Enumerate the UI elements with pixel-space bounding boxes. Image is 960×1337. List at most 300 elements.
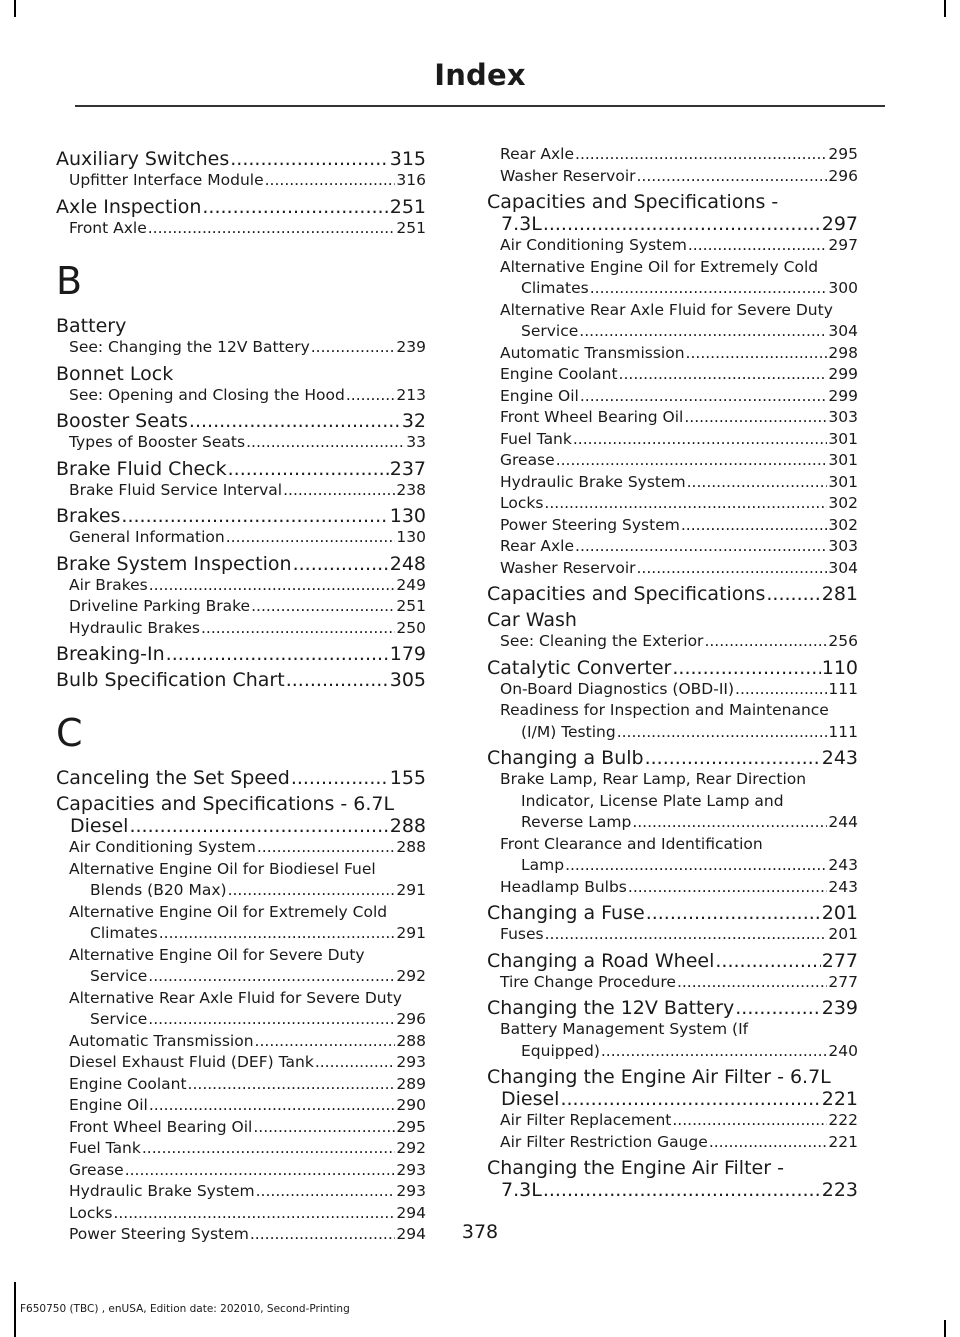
entry-text: Catalytic Converter xyxy=(487,656,672,679)
index-entry-continued xyxy=(487,1179,858,1201)
dot-leader xyxy=(293,553,389,575)
index-subentry-continued xyxy=(56,966,426,988)
index-subentry-continued xyxy=(487,1041,858,1063)
entry-text: Canceling the Set Speed xyxy=(56,767,290,789)
entry-page-number: 155 xyxy=(389,767,426,789)
entry-text: Air Brakes xyxy=(69,575,148,594)
entry-page-number: 296 xyxy=(828,166,858,185)
index-entry xyxy=(56,767,426,789)
entry-page-number: 302 xyxy=(828,515,858,534)
index-subentry-continued xyxy=(56,880,426,902)
entry-text: Hydraulic Brake System xyxy=(69,1182,255,1200)
index-entry-heading xyxy=(487,609,858,631)
entry-text: Climates xyxy=(521,279,589,297)
index-subentry xyxy=(487,343,858,365)
index-subentry xyxy=(487,429,858,451)
entry-page-number: 221 xyxy=(828,1132,858,1151)
entry-page-number: 293 xyxy=(396,1182,426,1200)
index-subentry xyxy=(56,837,426,859)
entry-page-number: 251 xyxy=(396,218,426,237)
entry-page-number: 288 xyxy=(396,1031,426,1050)
dot-leader xyxy=(601,1041,828,1063)
entry-page-number: 293 xyxy=(396,1053,426,1071)
dot-leader xyxy=(291,767,389,789)
index-entry xyxy=(56,553,426,575)
dot-leader xyxy=(257,837,396,859)
dot-leader xyxy=(228,458,389,480)
dot-leader xyxy=(251,596,395,618)
entry-page-number: 301 xyxy=(828,429,858,448)
entry-page-number: 299 xyxy=(828,386,858,405)
index-entry xyxy=(56,148,426,170)
entry-text: Battery xyxy=(56,315,127,337)
index-entry xyxy=(487,583,858,605)
entry-text: Diesel Exhaust Fluid (DEF) Tank xyxy=(69,1053,314,1071)
index-subentry xyxy=(487,924,858,946)
entry-page-number: 201 xyxy=(821,902,858,924)
dot-leader xyxy=(346,385,396,407)
entry-text: Alternative Engine Oil for Biodiesel Fuel xyxy=(69,859,376,878)
index-subentry-continued xyxy=(487,812,858,834)
index-subentry xyxy=(56,618,426,640)
index-subentry-continued xyxy=(56,1009,426,1031)
entry-text: Diesel xyxy=(70,815,129,837)
entry-page-number: 291 xyxy=(396,881,426,899)
index-subentry-heading xyxy=(487,300,858,322)
dot-leader xyxy=(543,1179,821,1201)
dot-leader xyxy=(125,1160,396,1182)
entry-text: B xyxy=(56,259,83,303)
entry-page-number: 277 xyxy=(821,949,858,972)
index-subentry-heading xyxy=(56,945,426,967)
index-subentry xyxy=(487,144,858,166)
entry-text: Alternative Engine Oil for Severe Duty xyxy=(69,945,365,964)
section-letter xyxy=(56,711,426,755)
title-divider xyxy=(75,105,885,107)
dot-leader xyxy=(149,575,396,597)
entry-page-number: 277 xyxy=(828,972,858,991)
entry-text: Brake Fluid Check xyxy=(56,457,227,480)
index-subentry xyxy=(487,166,858,188)
index-entry xyxy=(487,997,858,1019)
index-entry-heading xyxy=(487,191,858,213)
entry-page-number: 244 xyxy=(828,813,858,831)
entry-page-number: 296 xyxy=(396,1010,426,1028)
index-subentry xyxy=(56,1160,426,1182)
entry-text: Hydraulic Brakes xyxy=(69,618,200,637)
index-subentry-heading xyxy=(487,257,858,279)
index-subentry xyxy=(56,337,426,359)
entry-page-number: 130 xyxy=(396,528,426,546)
entry-page-number: 305 xyxy=(389,669,426,691)
entry-text: Indicator, License Plate Lamp and xyxy=(521,791,784,810)
index-subentry xyxy=(56,1117,426,1139)
index-subentry xyxy=(56,218,426,240)
dot-leader xyxy=(226,527,396,549)
entry-page-number: 248 xyxy=(389,552,426,575)
entry-page-number: 297 xyxy=(828,236,858,254)
index-subentry-heading xyxy=(487,1019,858,1041)
crop-mark-top-right xyxy=(944,0,946,17)
index-subentry xyxy=(487,515,858,537)
dot-leader xyxy=(545,924,828,946)
dot-leader xyxy=(688,235,828,257)
dot-leader xyxy=(715,950,820,972)
crop-mark-bottom-right xyxy=(944,1320,946,1337)
entry-text: Rear Axle xyxy=(500,537,575,555)
entry-page-number: 201 xyxy=(828,925,858,943)
dot-leader xyxy=(686,343,828,365)
entry-page-number: 110 xyxy=(821,656,858,679)
entry-text: Headlamp Bulbs xyxy=(500,877,627,896)
entry-text: C xyxy=(56,711,83,755)
dot-leader xyxy=(148,218,396,240)
entry-page-number: 288 xyxy=(389,815,426,837)
entry-text: Alternative Rear Axle Fluid for Severe Duty xyxy=(500,300,833,319)
dot-leader xyxy=(565,855,827,877)
entry-page-number: 251 xyxy=(389,195,426,218)
entry-text: 7.3L xyxy=(501,1179,542,1201)
entry-text: Fuses xyxy=(500,925,544,943)
dot-leader xyxy=(560,1088,820,1110)
entry-page-number: 316 xyxy=(396,171,426,189)
index-entry xyxy=(56,196,426,218)
entry-text: Power Steering System xyxy=(69,1225,249,1243)
index-subentry xyxy=(56,1031,426,1053)
index-entry-continued xyxy=(487,213,858,235)
index-subentry xyxy=(56,527,426,549)
dot-leader xyxy=(544,493,827,515)
index-subentry xyxy=(56,1052,426,1074)
entry-page-number: 295 xyxy=(828,145,858,163)
entry-page-number: 304 xyxy=(828,322,858,340)
index-subentry xyxy=(487,450,858,472)
entry-text: Readiness for Inspection and Maintenance xyxy=(500,701,829,719)
entry-page-number: 243 xyxy=(828,856,858,874)
index-subentry xyxy=(56,480,426,502)
entry-text: Hydraulic Brake System xyxy=(500,472,686,491)
index-subentry xyxy=(487,1132,858,1154)
dot-leader xyxy=(632,812,827,834)
entry-text: Climates xyxy=(90,924,158,942)
dot-leader xyxy=(255,1031,396,1053)
entry-page-number: 249 xyxy=(396,575,426,594)
entry-page-number: 294 xyxy=(396,1225,426,1243)
index-subentry-continued xyxy=(487,791,858,813)
index-subentry xyxy=(56,596,426,618)
index-entry xyxy=(56,505,426,527)
entry-text: Air Filter Replacement xyxy=(500,1111,672,1129)
entry-page-number: 251 xyxy=(396,597,426,615)
dot-leader xyxy=(672,1110,827,1132)
entry-page-number: 239 xyxy=(396,338,426,356)
entry-text: Engine Oil xyxy=(500,386,579,405)
entry-text: Alternative Engine Oil for Extremely Cold xyxy=(500,257,819,276)
entry-text: Service xyxy=(90,967,148,985)
entry-text: Capacities and Specifications - xyxy=(487,191,779,213)
entry-page-number: 179 xyxy=(389,643,426,665)
entry-text: Auxiliary Switches xyxy=(56,148,230,170)
entry-text: General Information xyxy=(69,528,225,546)
entry-page-number: 281 xyxy=(821,583,858,605)
entry-page-number: 291 xyxy=(396,924,426,942)
index-column-left xyxy=(56,144,426,1246)
entry-text: Grease xyxy=(69,1160,124,1179)
dot-leader xyxy=(646,902,821,924)
dot-leader xyxy=(575,144,827,166)
entry-page-number: 32 xyxy=(401,410,426,432)
dot-leader xyxy=(677,972,827,994)
index-column-right xyxy=(487,144,858,1201)
entry-text: Alternative Rear Axle Fluid for Severe Duty xyxy=(69,988,402,1007)
entry-page-number: 213 xyxy=(396,385,426,404)
dot-leader xyxy=(735,679,827,701)
entry-text: Engine Coolant xyxy=(500,365,618,383)
dot-leader xyxy=(265,170,396,192)
entry-text: Changing a Bulb xyxy=(487,747,644,769)
index-subentry-heading xyxy=(56,902,426,924)
entry-text: Breaking-In xyxy=(56,643,165,665)
entry-text: See: Opening and Closing the Hood xyxy=(69,385,345,404)
page-number: 378 xyxy=(461,1221,499,1243)
entry-text: Changing a Road Wheel xyxy=(487,949,715,972)
entry-text: Changing the Engine Air Filter - xyxy=(487,1157,784,1179)
dot-leader xyxy=(575,536,827,558)
dot-leader xyxy=(166,643,389,665)
index-entry xyxy=(487,902,858,924)
entry-text: Fuel Tank xyxy=(500,429,572,448)
dot-leader xyxy=(286,669,389,691)
index-subentry xyxy=(487,235,858,257)
dot-leader xyxy=(202,196,388,218)
index-entry xyxy=(56,669,426,691)
index-subentry xyxy=(487,364,858,386)
entry-page-number: 223 xyxy=(821,1179,858,1201)
entry-text: Diesel xyxy=(501,1088,560,1110)
index-entry xyxy=(56,410,426,432)
index-entry-heading xyxy=(56,793,426,815)
entry-text: Car Wash xyxy=(487,609,577,631)
index-subentry xyxy=(56,385,426,407)
dot-leader xyxy=(159,923,396,945)
dot-leader xyxy=(142,1138,396,1160)
entry-text: 7.3L xyxy=(501,213,542,235)
dot-leader xyxy=(709,1132,828,1154)
index-entry-heading xyxy=(56,363,426,385)
entry-page-number: 295 xyxy=(396,1117,426,1136)
dot-leader xyxy=(645,747,821,769)
index-entry xyxy=(487,747,858,769)
dot-leader xyxy=(246,432,405,454)
entry-text: See: Cleaning the Exterior xyxy=(500,632,704,650)
entry-text: Engine Oil xyxy=(69,1096,148,1114)
entry-text: Locks xyxy=(69,1203,113,1222)
entry-text: Power Steering System xyxy=(500,515,680,534)
entry-page-number: 300 xyxy=(828,279,858,297)
entry-text: Battery Management System (If xyxy=(500,1020,749,1038)
dot-leader xyxy=(148,1009,395,1031)
entry-text: Service xyxy=(521,322,579,340)
index-subentry xyxy=(487,558,858,580)
dot-leader xyxy=(230,148,388,170)
index-subentry xyxy=(56,575,426,597)
footer-edition-text: F650750 (TBC) , enUSA, Edition date: 202010, Second-Printing xyxy=(20,1303,350,1315)
entry-text: Brake Lamp, Rear Lamp, Rear Direction xyxy=(500,770,807,788)
entry-page-number: 298 xyxy=(828,343,858,362)
index-subentry-continued xyxy=(487,278,858,300)
index-entry xyxy=(487,950,858,972)
entry-text: Lamp xyxy=(521,856,565,874)
entry-page-number: 130 xyxy=(389,505,426,527)
entry-text: Air Conditioning System xyxy=(69,838,256,856)
index-subentry xyxy=(487,679,858,701)
entry-text: Front Wheel Bearing Oil xyxy=(500,408,684,426)
dot-leader xyxy=(543,213,821,235)
dot-leader xyxy=(672,657,820,679)
entry-page-number: 238 xyxy=(396,480,426,499)
dot-leader xyxy=(253,1117,395,1139)
entry-text: Types of Booster Seats xyxy=(69,433,246,451)
index-subentry xyxy=(487,536,858,558)
entry-text: Air Filter Restriction Gauge xyxy=(500,1132,708,1151)
entry-text: Driveline Parking Brake xyxy=(69,597,251,615)
index-entry-heading xyxy=(487,1157,858,1179)
entry-text: Capacities and Specifications xyxy=(487,583,766,605)
index-subentry xyxy=(487,386,858,408)
entry-page-number: 222 xyxy=(828,1111,858,1129)
entry-page-number: 297 xyxy=(821,213,858,235)
dot-leader xyxy=(311,337,396,359)
index-subentry xyxy=(56,1095,426,1117)
dot-leader xyxy=(228,880,396,902)
entry-text: Changing the 12V Battery xyxy=(487,997,735,1019)
dot-leader xyxy=(149,1095,396,1117)
entry-text: Changing the Engine Air Filter - 6.7L xyxy=(487,1066,831,1088)
entry-page-number: 290 xyxy=(396,1096,426,1114)
dot-leader xyxy=(148,966,395,988)
entry-text: On-Board Diagnostics (OBD-II) xyxy=(500,679,735,698)
index-entry xyxy=(56,458,426,480)
entry-text: Bulb Specification Chart xyxy=(56,669,285,691)
entry-text: Fuel Tank xyxy=(69,1139,141,1157)
entry-text: Engine Coolant xyxy=(69,1074,187,1093)
entry-text: Washer Reservoir xyxy=(500,558,636,577)
dot-leader xyxy=(766,583,820,605)
index-subentry-heading xyxy=(487,769,858,791)
index-subentry xyxy=(56,1138,426,1160)
entry-page-number: 33 xyxy=(406,433,426,451)
entry-text: Rear Axle xyxy=(500,145,575,163)
entry-text: Tire Change Procedure xyxy=(500,972,676,991)
dot-leader xyxy=(315,1052,396,1074)
entry-page-number: 111 xyxy=(828,722,858,741)
index-subentry xyxy=(56,1074,426,1096)
index-subentry-heading xyxy=(56,859,426,881)
dot-leader xyxy=(129,815,388,837)
dot-leader xyxy=(189,410,401,432)
entry-page-number: 288 xyxy=(396,838,426,856)
dot-leader xyxy=(556,450,828,472)
dot-leader xyxy=(687,472,828,494)
entry-page-number: 239 xyxy=(821,997,858,1019)
dot-leader xyxy=(735,997,821,1019)
index-subentry xyxy=(56,170,426,192)
section-letter xyxy=(56,259,426,303)
dot-leader xyxy=(684,407,827,429)
dot-leader xyxy=(637,166,828,188)
entry-text: Booster Seats xyxy=(56,410,188,432)
entry-text: (I/M) Testing xyxy=(521,722,616,741)
crop-mark-bottom-left xyxy=(14,1282,16,1337)
dot-leader xyxy=(681,515,828,537)
index-subentry xyxy=(56,432,426,454)
entry-text: Washer Reservoir xyxy=(500,166,636,185)
index-subentry-heading xyxy=(487,834,858,856)
index-entry xyxy=(56,643,426,665)
entry-page-number: 240 xyxy=(828,1041,858,1060)
entry-text: Grease xyxy=(500,451,555,469)
entry-text: Front Axle xyxy=(69,218,147,237)
entry-page-number: 237 xyxy=(389,457,426,480)
dot-leader xyxy=(590,278,828,300)
entry-text: Automatic Transmission xyxy=(69,1031,254,1050)
entry-page-number: 250 xyxy=(396,618,426,637)
dot-leader xyxy=(256,1181,396,1203)
index-entry xyxy=(487,657,858,679)
entry-page-number: 256 xyxy=(828,632,858,650)
entry-text: Automatic Transmission xyxy=(500,343,685,362)
index-subentry xyxy=(487,972,858,994)
entry-text: Air Conditioning System xyxy=(500,236,687,254)
index-subentry xyxy=(487,877,858,899)
crop-mark-top-left xyxy=(14,0,16,17)
entry-text: Blends (B20 Max) xyxy=(90,881,227,899)
index-entry-heading xyxy=(56,315,426,337)
dot-leader xyxy=(573,429,828,451)
entry-page-number: 221 xyxy=(821,1088,858,1110)
entry-page-number: 304 xyxy=(828,558,858,577)
dot-leader xyxy=(628,877,828,899)
entry-text: Front Wheel Bearing Oil xyxy=(69,1117,253,1136)
entry-page-number: 299 xyxy=(828,365,858,383)
entry-text: Upfitter Interface Module xyxy=(69,171,264,189)
page-title: Index xyxy=(434,58,526,92)
entry-text: Reverse Lamp xyxy=(521,813,632,831)
dot-leader xyxy=(121,505,388,527)
entry-page-number: 289 xyxy=(396,1074,426,1093)
entry-page-number: 294 xyxy=(396,1203,426,1222)
dot-leader xyxy=(580,386,828,408)
index-subentry-continued xyxy=(487,722,858,744)
entry-text: Brakes xyxy=(56,505,121,527)
dot-leader xyxy=(619,364,828,386)
index-subentry-continued xyxy=(487,855,858,877)
index-subentry xyxy=(487,631,858,653)
dot-leader xyxy=(188,1074,396,1096)
entry-text: Capacities and Specifications - 6.7L xyxy=(56,793,395,815)
index-entry-continued xyxy=(56,815,426,837)
entry-page-number: 292 xyxy=(396,1139,426,1157)
entry-page-number: 292 xyxy=(396,967,426,985)
index-subentry xyxy=(487,407,858,429)
dot-leader xyxy=(637,558,828,580)
entry-page-number: 301 xyxy=(828,472,858,491)
entry-text: Axle Inspection xyxy=(56,195,202,218)
entry-text: See: Changing the 12V Battery xyxy=(69,338,310,356)
entry-page-number: 315 xyxy=(389,148,426,170)
dot-leader xyxy=(283,480,395,502)
entry-text: Locks xyxy=(500,494,544,512)
